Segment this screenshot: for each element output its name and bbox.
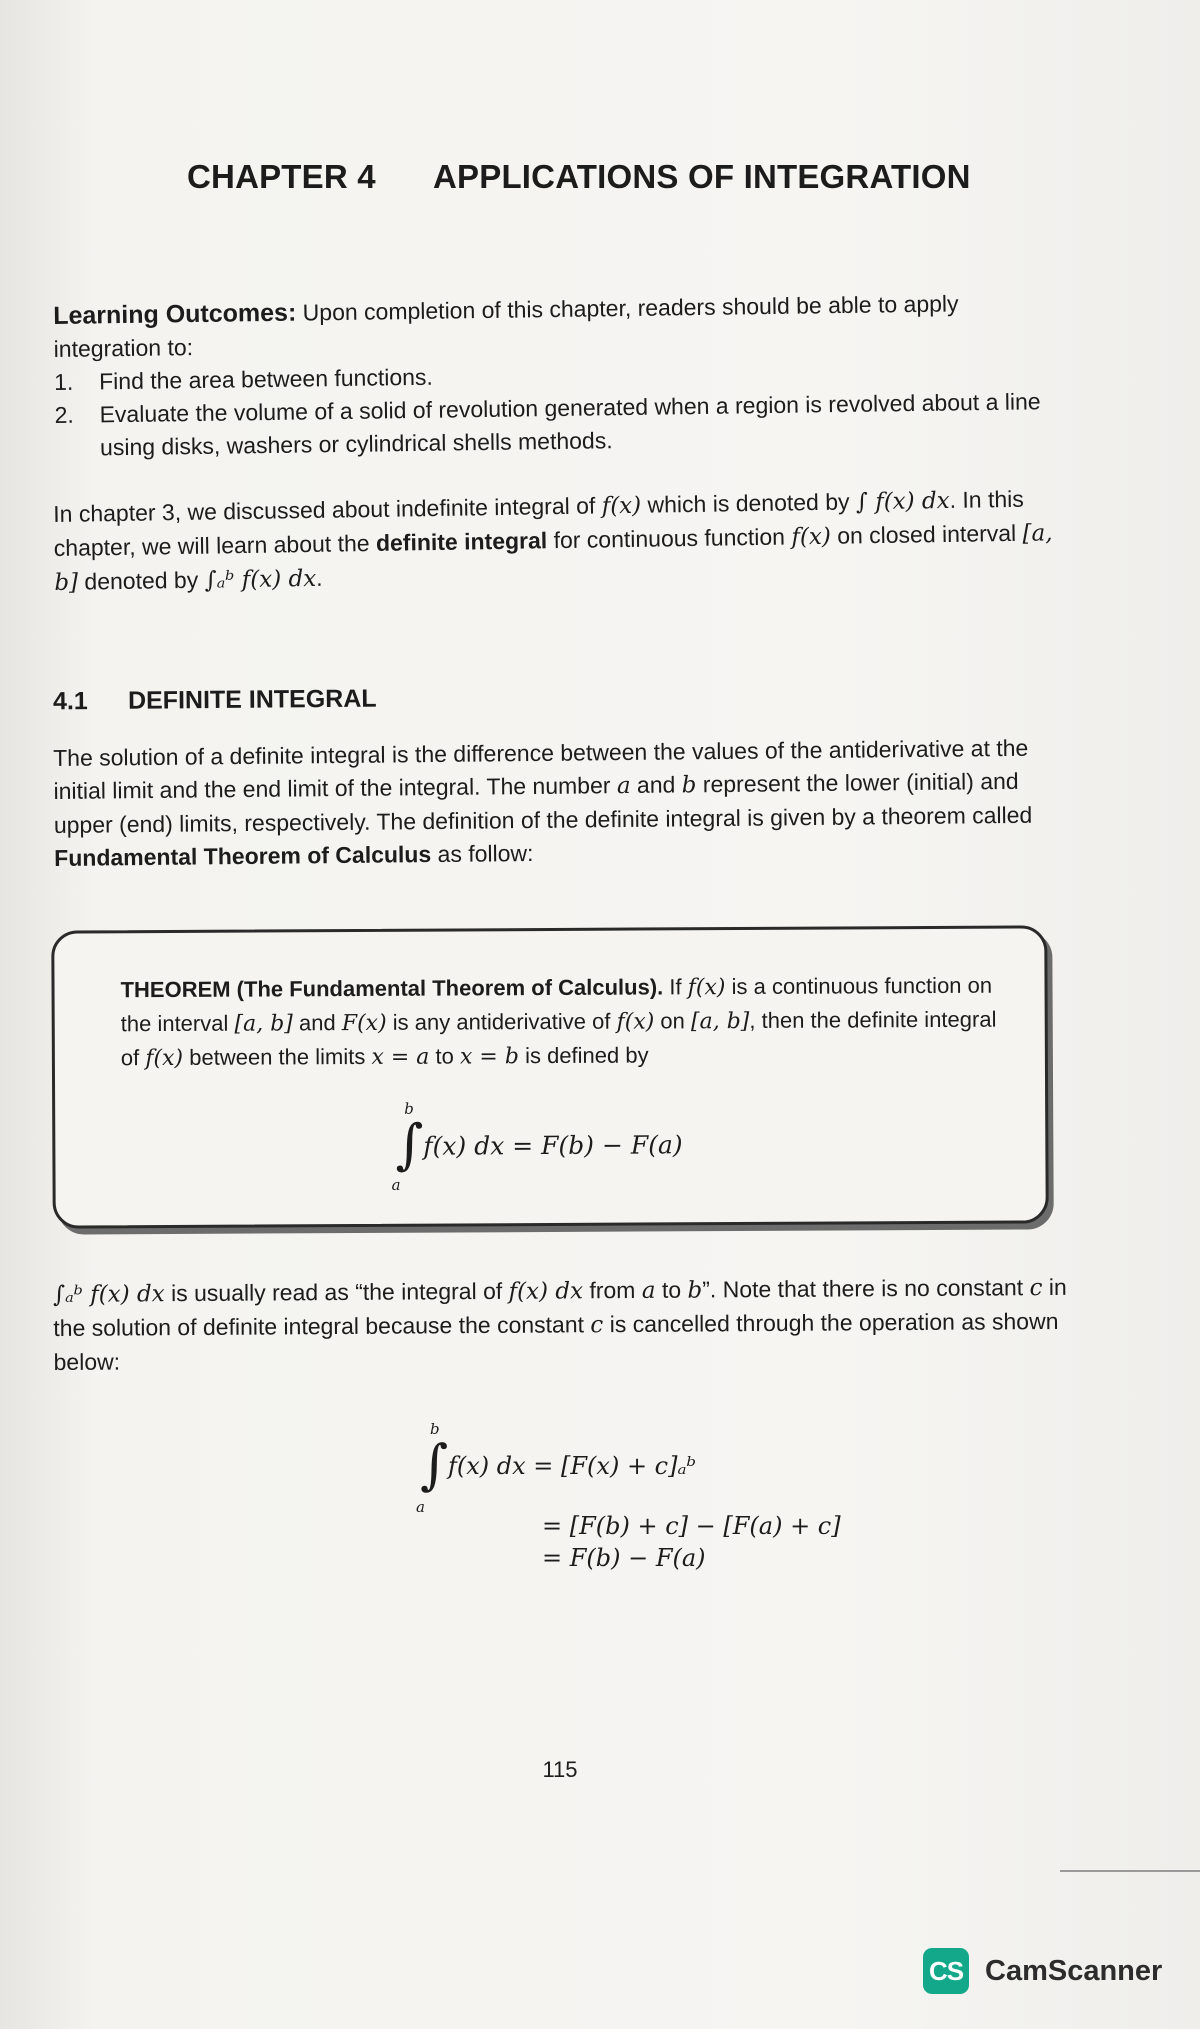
outcome-item: 1. Find the area between functions. bbox=[53, 363, 434, 395]
integral-symbol: ∫ bbox=[420, 1433, 449, 1496]
divider bbox=[1060, 1870, 1200, 1872]
outcome-item: 2. Evaluate the volume of a solid of revolution generated when a region is revolved about a line using disks, washers or cylindrical shells methods. bbox=[54, 388, 1041, 461]
integral-symbol: ∫ bbox=[395, 1112, 424, 1176]
derivation-line-1: f(x) dx = [F(x) + c]ₐᵇ bbox=[448, 1452, 697, 1480]
camscanner-watermark bbox=[923, 1948, 1162, 1994]
learning-outcomes-intro: Learning Outcomes: Upon completion of this chapter, readers should be able to apply integration to: bbox=[53, 290, 959, 362]
section-number: 4.1 bbox=[52, 687, 88, 716]
theorem-equation: f(x) dx = F(b) − F(a) bbox=[423, 1130, 683, 1161]
camscanner-logo: CS bbox=[923, 1948, 969, 1994]
upper-limit: b bbox=[404, 1099, 414, 1118]
definition-paragraph: The solution of a definite integral is the difference between the values of the antiderivative at the initial limit and the end limit of the integral. The number a and b represent the lower (initial) and upper (end) limits, respectively. The definition of the definite integral is given by a theorem called Fundamental Theorem of Calculus as follow: bbox=[53, 734, 1033, 871]
derivation bbox=[410, 1420, 970, 1600]
learning-outcomes-label: Learning Outcomes: bbox=[53, 298, 297, 330]
reading-paragraph: ∫ₐᵇ f(x) dx is usually read as “the integral of f(x) dx from a to b”. Note that there is no constant c in the solution of definite integral because the constant c is cancelled through the operation as shown below: bbox=[53, 1273, 1067, 1375]
derivation-line-3: = F(b) − F(a) bbox=[542, 1544, 706, 1572]
theorem-label: THEOREM (The Fundamental Theorem of Calculus). bbox=[120, 974, 664, 1003]
intro-paragraph: In chapter 3, we discussed about indefinite integral of f(x) which is denoted by ∫ f(x) dx. In this chapter, we will learn about the definite integral for continuous function f(x) on closed interval [a, b] denoted by ∫ₐᵇ f(x) dx. bbox=[53, 485, 1053, 596]
chapter-title: APPLICATIONS OF INTEGRATION bbox=[433, 158, 971, 195]
derivation-line-2: = [F(b) + c] − [F(a) + c] bbox=[542, 1512, 841, 1540]
lower-limit: a bbox=[416, 1498, 425, 1516]
lower-limit: a bbox=[391, 1175, 401, 1194]
camscanner-name: CamScanner bbox=[985, 1954, 1163, 1987]
section-heading bbox=[53, 685, 377, 717]
chapter-label: CHAPTER 4 bbox=[187, 158, 376, 195]
theorem-text: THEOREM (The Fundamental Theorem of Calculus). If f(x) is a continuous function on the interval [a, b] and F(x) is any antiderivative of f(x) on [a, b], then the definite integral of f(x) between the limits x = a to x = b is defined by bbox=[120, 972, 997, 1072]
page-number: 115 bbox=[542, 1757, 578, 1782]
learning-outcomes bbox=[53, 286, 1070, 465]
upper-limit: b bbox=[430, 1420, 440, 1438]
theorem-box bbox=[51, 925, 1049, 1228]
section-title: DEFINITE INTEGRAL bbox=[127, 684, 377, 715]
